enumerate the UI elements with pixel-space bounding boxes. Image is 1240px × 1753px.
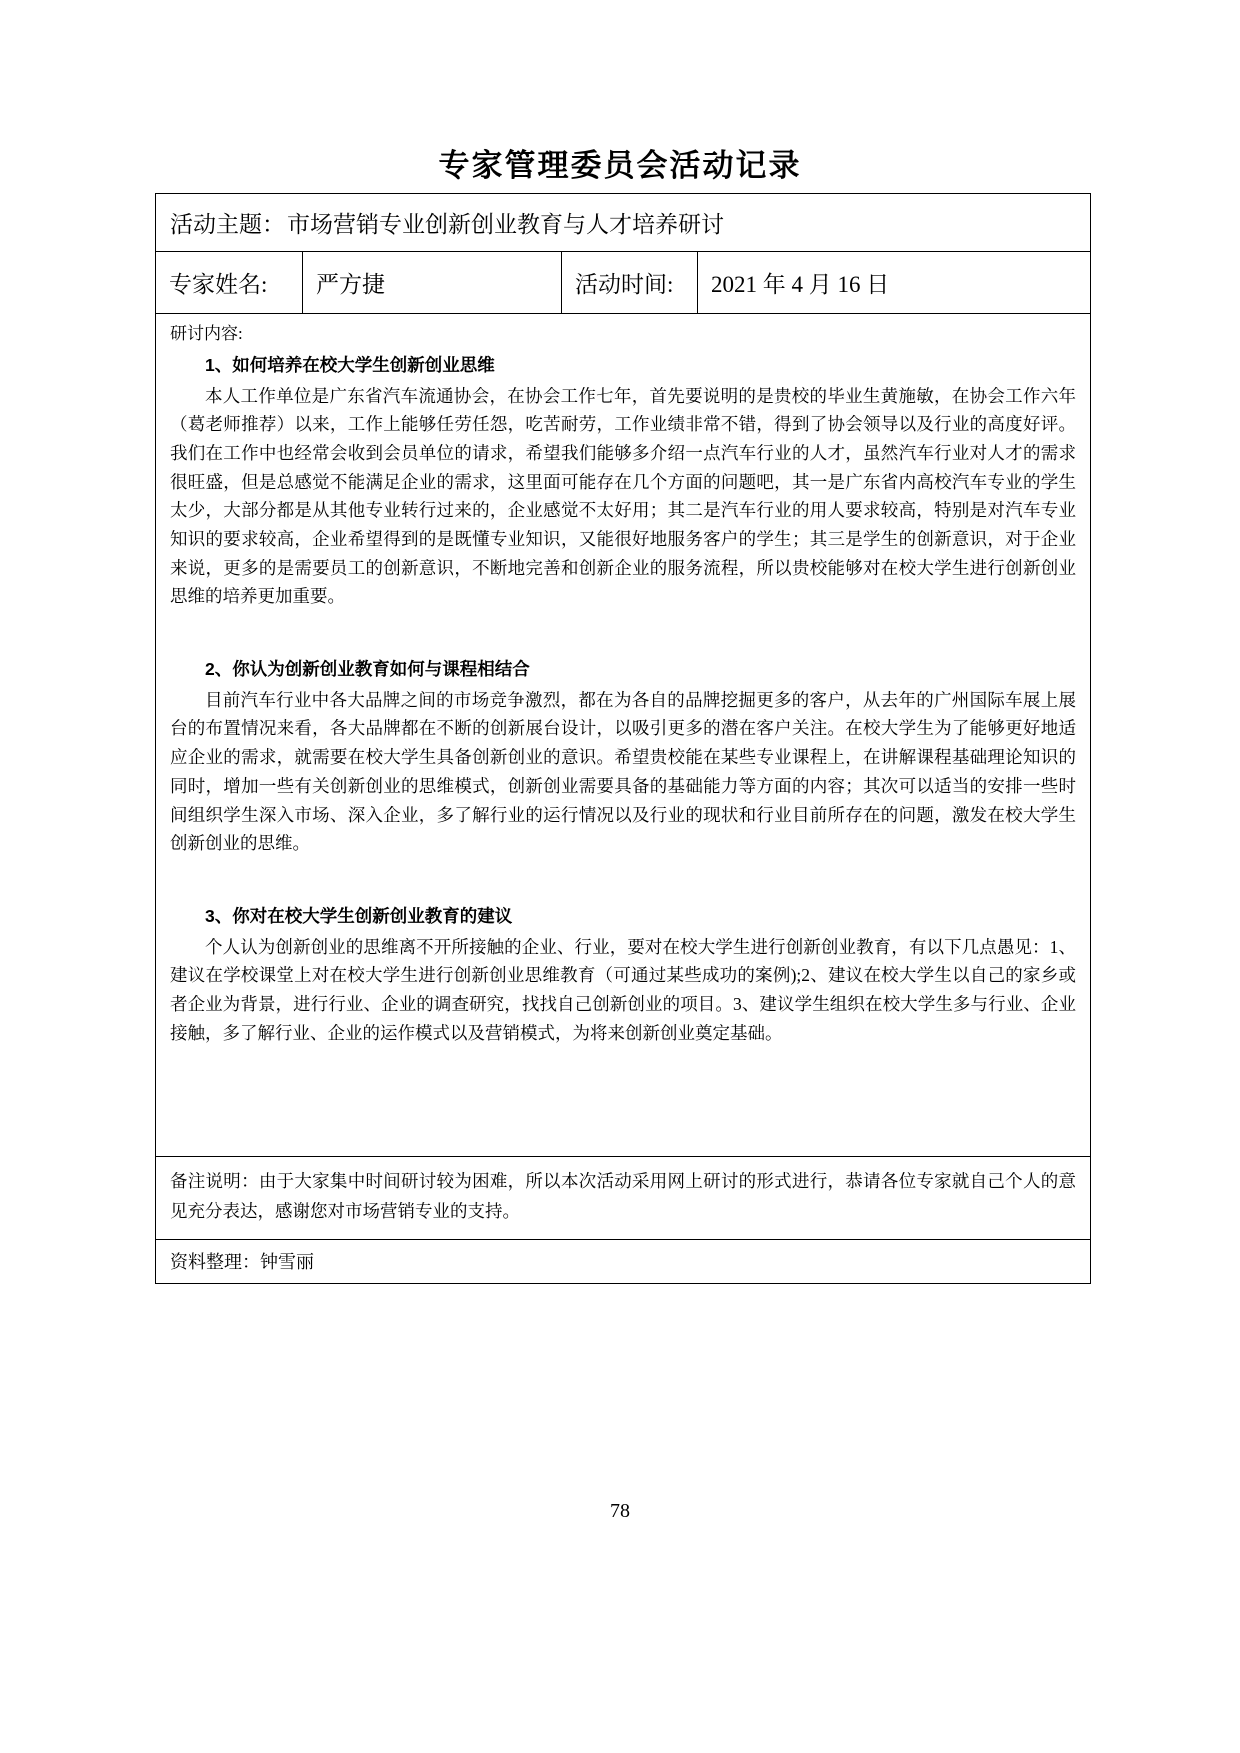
organizer-text: 资料整理：钟雪丽: [170, 1252, 314, 1272]
section-1-heading: 1、如何培养在校大学生创新创业思维: [205, 354, 495, 375]
activity-record-table: [155, 193, 1091, 1284]
organizer-row: [156, 1239, 1090, 1283]
section-3-heading: 3、你对在校大学生创新创业教育的建议: [205, 905, 513, 926]
section-1-body: 本人工作单位是广东省汽车流通协会，在协会工作七年，首先要说明的是贵校的毕业生黄施敏，在协会工作六年（葛老师推荐）以来，工作上能够任劳任怨，吃苦耐劳，工作业绩非常不错，得到了协会领导以及行业的高度好评。我们在工作中也经常会收到会员单位的请求，希望我们能够多介绍一点汽车行业的人才，虽然汽车行业对人才的需求很旺盛，但是总感觉不能满足企业的需求，这里面可能存在几个方面的问题吧，其一是广东省内高校汽车专业的学生太少，大部分都是从其他专业转行过来的，企业感觉不太好用；其二是汽车行业的用人要求较高，特别是对汽车专业知识的要求较高，企业希望得到的是既懂专业知识，又能很好地服务客户的学生；其三是学生的创新意识，对于企业来说，更多的是需要员工的创新意识，不断地完善和创新企业的服务流程，所以贵校能够对在校大学生进行创新创业思维的培养更加重要。: [170, 385, 1076, 607]
expert-name-value-cell: [302, 252, 561, 313]
section-1: [170, 351, 1076, 611]
section-3: [170, 902, 1076, 1047]
expert-name-value: 严方捷: [316, 272, 385, 297]
section-3-body: 个人认为创新创业的思维离不开所接触的企业、行业，要对在校大学生进行创新创业教育，有以下几点愚见：1、建议在学校课堂上对在校大学生进行创新创业思维教育（可通过某些成功的案例);2、建议在校大学生以自己的家乡或者企业为背景，进行行业、企业的调查研究，找找自己创新创业的项目。3、建议学生组织在校大学生多与行业、企业接触，多了解行业、企业的运作模式以及营销模式，为将来创新创业奠定基础。: [170, 936, 1076, 1043]
expert-name-label: 专家姓名:: [169, 272, 268, 297]
discussion-content-cell: [156, 313, 1090, 1156]
section-2-body: 目前汽车行业中各大品牌之间的市场竞争激烈，都在为各自的品牌挖掘更多的客户，从去年的广州国际车展上展台的布置情况来看，各大品牌都在不断的创新展台设计，以吸引更多的潜在客户关注。在校大学生为了能够更好地适应企业的需求，就需要在校大学生具备创新创业的意识。希望贵校能在某些专业课程上，在讲解课程基础理论知识的同时，增加一些有关创新创业的思维模式，创新创业需要具备的基础能力等方面的内容；其次可以适当的安排一些时间组织学生深入市场、深入企业，多了解行业的运行情况以及行业的现状和行业目前所存在的问题，激发在校大学生创新创业的思维。: [170, 689, 1076, 854]
section-2: [170, 655, 1076, 858]
activity-time-label-cell: [561, 252, 697, 313]
activity-time-value-cell: [697, 252, 1090, 313]
info-row: [156, 251, 1090, 313]
topic-row: [156, 194, 1090, 251]
page-number: 78: [610, 1500, 630, 1522]
section-2-heading: 2、你认为创新创业教育如何与课程相结合: [205, 659, 530, 680]
page-title: 专家管理委员会活动记录: [438, 148, 802, 183]
remark-row: [156, 1156, 1090, 1239]
topic-value: 市场营销专业创新创业教育与人才培养研讨: [287, 212, 724, 237]
topic-label: 活动主题：: [170, 212, 285, 237]
activity-time-label: 活动时间:: [575, 272, 674, 297]
discussion-content-label: 研讨内容:: [170, 324, 243, 343]
activity-time-value: 2021 年 4 月 16 日: [711, 272, 890, 297]
remark-text: 备注说明：由于大家集中时间研讨较为困难，所以本次活动采用网上研讨的形式进行，恭请各位专家就自己个人的意见充分表达，感谢您对市场营销专业的支持。: [170, 1171, 1076, 1221]
expert-name-label-cell: [156, 252, 302, 313]
